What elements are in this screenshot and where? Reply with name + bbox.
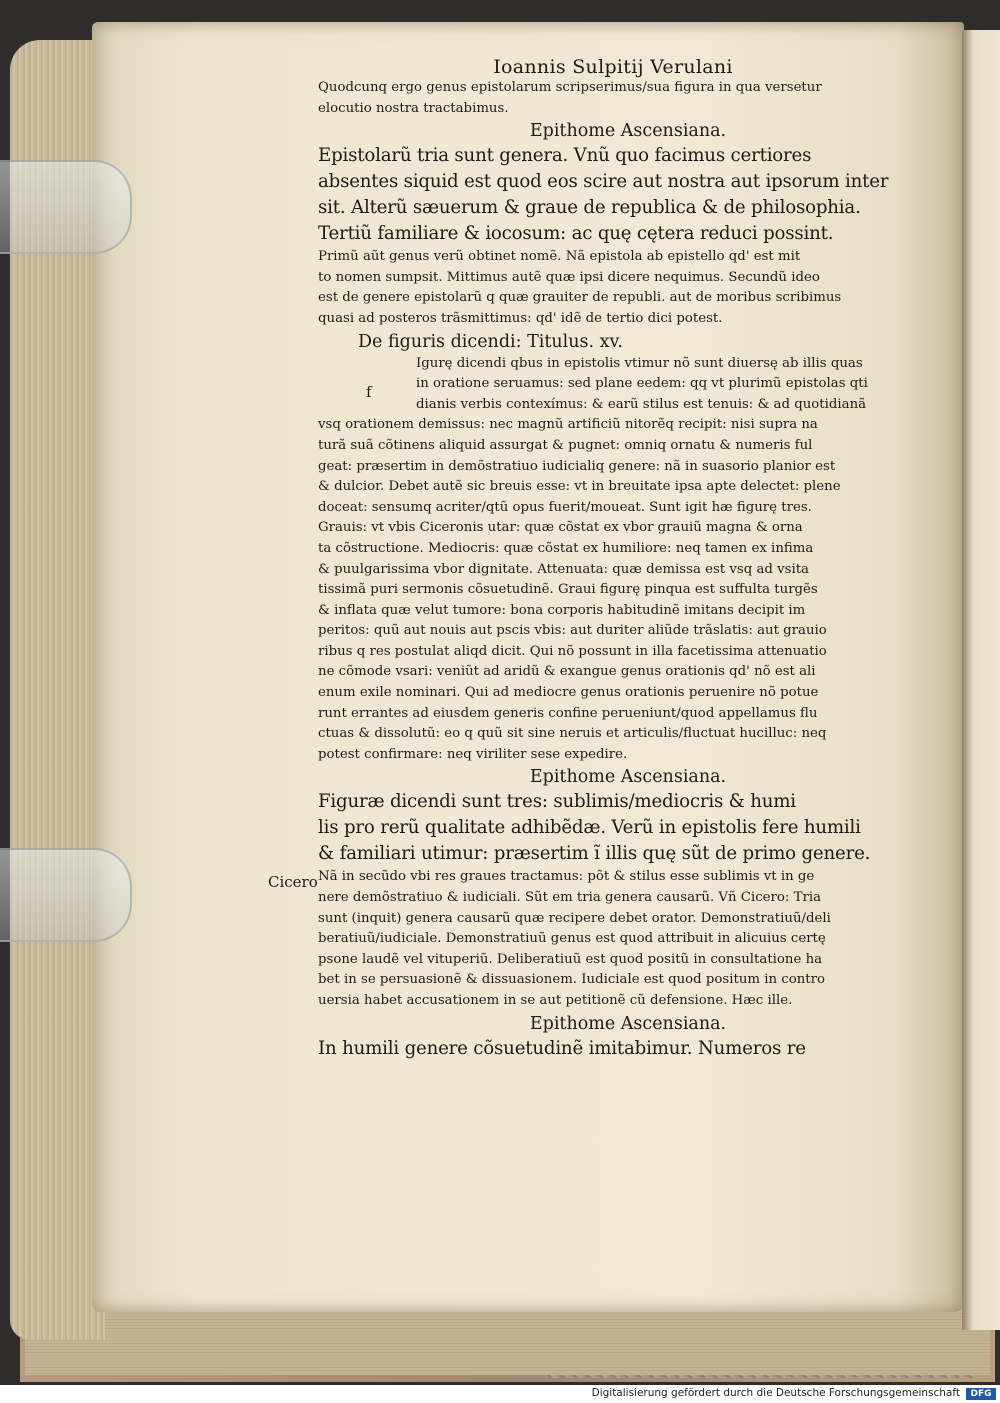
text-line: & inflata quæ velut tumore: bona corporis habitudinẽ imitans decipit im — [318, 602, 806, 618]
text-line: in oratione seruamus: sed plane eedem: qq vt plurimũ epistolas qti — [416, 376, 868, 392]
text-line: Nã in secũdo vbi res graues tractamus: põt & stilus esse sublimis vt in ge — [318, 869, 815, 885]
text-line: Quodcunq ergo genus epistolarum scripserimus/sua figura in qua versetur — [318, 80, 822, 95]
text-line: peritos: quũ aut nouis aut pscis vbis: aut duriter aliũde trãslatis: aut grauio — [318, 623, 827, 639]
facing-page-edge — [962, 30, 1000, 1330]
text-line: beratiuũ/iudiciale. Demonstratiuũ genus est quod attribuit in alicuius certę — [318, 931, 826, 947]
footer-credit: Digitalisierung gefördert durch die Deutsche Forschungsgemeinschaft — [591, 1387, 960, 1399]
text-line: to nomen sumpsit. Mittimus autẽ quæ ipsi dicere nequimus. Secundũ ideo — [318, 269, 820, 285]
text-line: geat: præsertim in demõstratiuo iudicialiq genere: nã in suasorio planior est — [318, 458, 836, 474]
text-line: Epithome Ascensiana. — [529, 1013, 727, 1034]
text-line: De figuris dicendi: Titulus. xv. — [358, 331, 623, 352]
text-line: ta cõstructione. Mediocris: quæ cõstat ex humiliore: neq tamen ex infima — [318, 540, 814, 556]
text-line: In humili genere cõsuetudinẽ imitabimur. Numeros re — [318, 1037, 806, 1059]
text-line: elocutio nostra tractabimus. — [318, 100, 509, 116]
text-line: Grauis: vt vbis Ciceronis utar: quæ cõstat ex vbor grauiũ magna & orna — [318, 520, 803, 536]
text-line: & familiari utimur: præsertim ĩ illis quę sũt de primo genere. — [318, 843, 871, 865]
text-line: dianis verbis contexímus: & earũ stilus est tenuis: & ad quotidianã — [416, 396, 867, 412]
text-line: Igurę dicendi qbus in epistolis vtimur nõ sunt diuersę ab illis quas — [416, 355, 863, 371]
margin-note-f: f — [366, 383, 372, 401]
text-line: Epithome Ascensiana. — [529, 121, 727, 142]
text-line: sit. Alterũ sæuerum & graue de republica & de philosophia. — [318, 197, 861, 219]
text-line: runt errantes ad eiusdem generis confine perueniunt/quod appellamus flu — [318, 705, 818, 721]
text-line: vsq orationem demissus: nec magnũ artificiũ nitorẽq recipit: nisi supra na — [318, 417, 818, 433]
text-line: enum exile nominari. Qui ad mediocre genus orationis peruenire nõ potue — [318, 685, 819, 701]
text-line: ctuas & dissolutũ: eo q quũ sit sine neruis et articulis/fluctuat hucilluc: neq — [318, 726, 827, 742]
text-line: Primũ aũt genus verũ obtinet nomẽ. Nã epistola ab epistello qd' est mit — [318, 249, 801, 265]
text-line: tissimã puri sermonis cõsuetudinẽ. Graui figurę pinqua est suffulta turgẽs — [318, 582, 818, 598]
text-line: est de genere epistolarũ q quæ grauiter de republi. aut de moribus scribimus — [318, 290, 842, 306]
dfg-logo: DFG — [966, 1388, 996, 1400]
text-line: doceat: sensumq acriter/qtũ opus fuerit/moueat. Sunt igit hæ figurę tres. — [318, 499, 812, 515]
text-line: ne cõmode vsari: veniũt ad aridũ & exangue genus orationis qd' nõ est ali — [318, 664, 816, 680]
page-holder-clip-bottom — [0, 848, 132, 942]
text-line: Epistolarũ tria sunt genera. Vnũ quo facimus certiores — [318, 145, 812, 167]
text-line: nere demõstratiuo & iudiciali. Sũt em tria genera causarũ. Vñ Cicero: Tria — [318, 890, 822, 906]
text-line: potest confirmare: neq viriliter sese expedire. — [318, 746, 628, 762]
footer-bar — [0, 1385, 1000, 1403]
text-line: Tertiũ familiare & iocosum: ac quę cętera reduci possint. — [318, 223, 834, 245]
page-text-block — [318, 56, 938, 1062]
text-line: quasi ad posteros trãsmittimus: qd' idẽ de tertio dici potest. — [318, 310, 723, 326]
running-head: Ioannis Sulpitij Verulani — [493, 56, 733, 78]
text-line: uersia habet accusationem in se aut petitionẽ cũ defensione. Hæc ille. — [318, 993, 793, 1008]
text-line: ribus q res postulat aliqd dicit. Qui nõ possunt in illa facetissima attenuatio — [318, 643, 827, 659]
text-line: lis pro rerũ qualitate adhibẽdæ. Verũ in epistolis fere humili — [318, 817, 861, 839]
text-line: bet in se persuasionẽ & dissuasionem. Iudiciale est quod positum in contro — [318, 972, 825, 988]
text-line: absentes siquid est quod eos scire aut nostra aut ipsorum inter — [318, 171, 889, 193]
text-line: turã suã cõtinens aliquid assurgat & pugnet: omniq ornatu & numeris ful — [318, 437, 813, 453]
text-line: Epithome Ascensiana. — [529, 767, 727, 788]
text-line: & dulcior. Debet autẽ sic breuis esse: vt in breuitate ipsa apte delectet: plene — [318, 479, 841, 495]
text-line: psone laudẽ vel vituperiũ. Deliberatiuũ est quod positũ in consultatione ha — [318, 951, 823, 967]
text-line: Figuræ dicendi sunt tres: sublimis/mediocris & humi — [318, 791, 796, 813]
text-line: & puulgarissima vbor dignitate. Attenuata: quæ demissa est vsq ad vsita — [318, 561, 809, 577]
text-line: sunt (inquit) genera causarũ quæ recipere debet orator. Demonstratiuũ/deli — [318, 910, 831, 926]
page-holder-clip-top — [0, 160, 132, 254]
margin-note-cicero: Cicero — [268, 873, 318, 891]
